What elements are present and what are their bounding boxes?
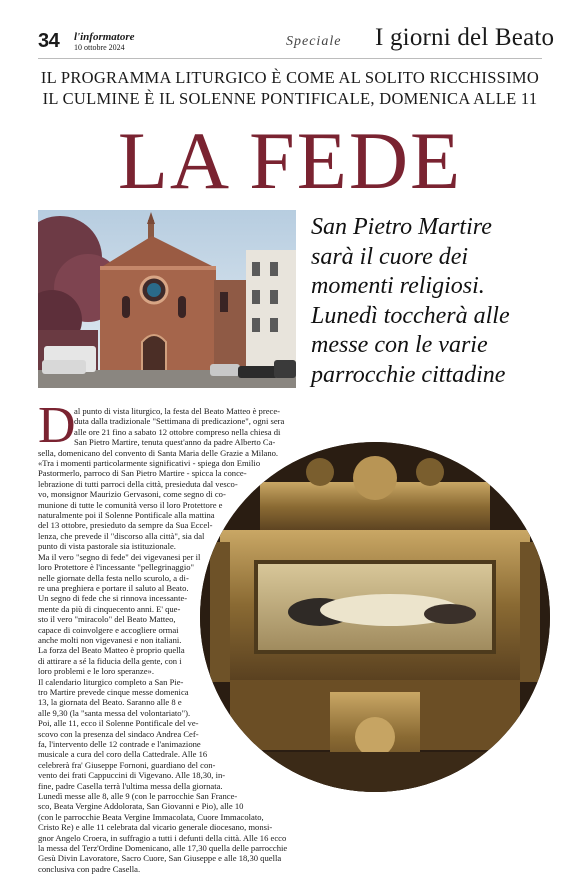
article-line: punto di vista pastorale sia istituzionale. (38, 541, 176, 552)
article-line: anche molti non vigevanesi e non italiani. (38, 634, 182, 645)
article-line: scovo con la presenza del sindaco Andrea Cef- (38, 728, 199, 739)
article-line: La forza del Beato Matteo è proprio quella (38, 645, 185, 656)
article-line: duta dalla tradizionale "Settimana di predicazione", ogni sera (74, 416, 285, 427)
article-line: alle ore 21 fino a sabato 12 ottobre compreso nella chiesa di (74, 426, 281, 437)
article-line: capace di coinvolgere e accogliere ormai (38, 624, 179, 635)
article-line: Gesù Divin Lavoratore, Sacro Cuore, San Giuseppe e alle 18,30 quella (38, 853, 282, 864)
pull-quote-line: sarà il cuore dei (311, 243, 469, 270)
article-line: lebrazione di tutti parroci della città, presieduta dal vesco- (38, 478, 238, 489)
article-line: sto il vero "miracolo" del Beato Matteo, (38, 614, 176, 625)
headline-title: LA FEDE (117, 115, 463, 206)
subheadline-line: IL CULMINE È IL SOLENNE PONTIFICALE, DOMENICA ALLE 11 (42, 89, 538, 108)
section-title: I giorni del Beato (375, 24, 555, 51)
pull-quote-line: San Pietro Martire (311, 214, 492, 240)
page-number: 34 (38, 30, 60, 52)
article-line: loro problemi e le loro speranze». (38, 666, 154, 677)
subheadline (38, 67, 542, 109)
article-line: San Pietro Martire, tenuta quest'anno da padre Alberto Ca- (74, 437, 276, 448)
article-line: fine, padre Casella terrà l'ultima messa della giornata. (38, 780, 223, 791)
article-line: Lunedì messe alle 8, alle 9 (con le parrocchie San France- (38, 791, 238, 802)
masthead-logo: l'informatore (74, 31, 135, 43)
article-line: celebrerà fra' Giuseppe Fornoni, guardiano del con- (38, 759, 216, 770)
subheadline-line: IL PROGRAMMA LITURGICO È COME AL SOLITO RICCHISSIMO (40, 68, 540, 87)
pull-quote-line: parrocchie cittadine (311, 361, 506, 388)
article-line: Ma il vero "segno di fede" dei vigevanesi per il (38, 551, 201, 562)
article-line: Poi, alle 11, ecco il Solenne Pontificale del ve- (38, 718, 199, 729)
article-line: munione di tutte le comunità verso il loro Protettore e (38, 499, 223, 510)
article-line: del 13 ottobre, presieduto da sempre da Sua Eccel- (38, 520, 213, 531)
article-line: re una preghiera e portare il saluto al Beato. (38, 582, 189, 593)
article-line: (con le parrocchie Beata Vergine Immacolata, Cuore Immacolato, (38, 811, 264, 822)
article-line: Il calendario liturgico completo a San Pie- (38, 676, 184, 687)
pull-quote (311, 213, 551, 390)
article-line: vo, monsignor Maurizio Gervasoni, come segno di co- (38, 489, 226, 500)
article-line: mente da più di cinquecento anni. E' que- (38, 603, 181, 614)
drop-cap: D (38, 397, 76, 454)
article-line: gnor Angelo Croera, in suffragio a tutti i defunti della città. Alle 16 ecco (38, 832, 287, 843)
article-line: sco, Beata Vergine Addolorata, San Giovanni e Pio), alle 10 (38, 801, 244, 812)
pull-quote-line: Lunedì toccherà alle (311, 302, 510, 329)
church-illustration (38, 210, 296, 388)
article-line: fa, l'intervento delle 12 contrade e l'animazione (38, 739, 201, 749)
article-line: nelle giornate della festa nello scurolo, a di- (38, 572, 189, 583)
section-kicker: Speciale (286, 34, 342, 49)
pull-quote-line: messe con le varie (311, 332, 488, 358)
article-line: naturalmente poi il Solenne Pontificale alla mattina (38, 510, 215, 521)
article-line: lenza, che prevede il "discorso alla città", sia dal (38, 530, 205, 541)
article-line: «Tra i momenti particolarmente significativi - spiega don Emilio (38, 458, 261, 469)
article-line: loro Protettore è l'incessante "pellegrinaggio" (38, 562, 195, 573)
header-rule (38, 58, 542, 59)
article-line: la messa del Terz'Ordine Domenicano, alle 17,30 quella delle parrocchie (38, 843, 288, 854)
church-photo (38, 210, 296, 388)
article-line: sella, domenicano del convento di Santa Maria delle Grazie a Milano. (38, 447, 279, 458)
article-line: conclusiva con padre Casella. (38, 863, 141, 874)
article-line: tro Martire prevede cinque messe domenica (38, 686, 189, 697)
article-line: alle 9,30 (la "santa messa del volontariato"). (38, 707, 191, 718)
article-line: musicale a cura del coro della Cattedrale. Alle 16 (38, 749, 208, 760)
article-body (38, 397, 300, 874)
article-line: al punto di vista liturgico, la festa del Beato Matteo è prece- (74, 406, 281, 416)
article-line: Pastormerlo, parroco di San Pietro Martire - spicca la conce- (38, 468, 247, 479)
article-line: Un segno di fede che si rinnova incessante- (38, 593, 188, 604)
article-line: vento dei frati Cappuccini di Vigevano. Alle 18,30, in- (38, 770, 226, 781)
article-line: di attirare a sé la fiducia della gente, con i (38, 655, 182, 666)
issue-date: 10 ottobre 2024 (74, 43, 125, 52)
pull-quote-line: momenti religiosi. (311, 273, 485, 299)
article-line: Cristo Re) e alle 11 celebrata dal vicario generale diocesano, monsi- (38, 822, 273, 833)
article-line: 13, la giornata del Beato. Saranno alle 8 e (38, 697, 182, 708)
